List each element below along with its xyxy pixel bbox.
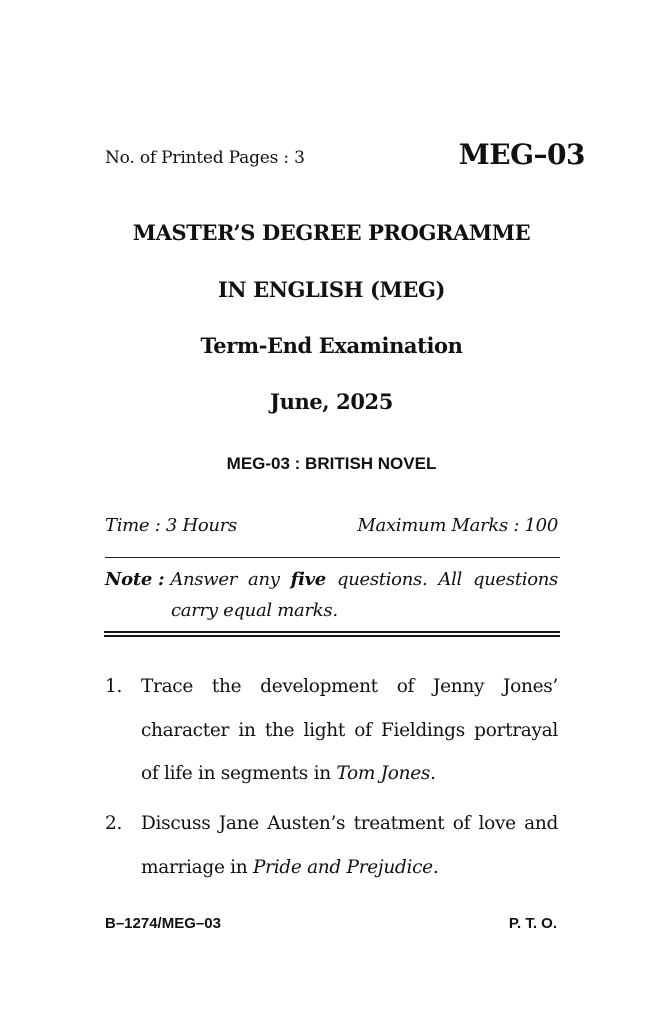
question-item — [105, 802, 558, 889]
question-text: Discuss Jane Austen’s treatment of love and marriage in Pride and Prejudice. — [141, 813, 558, 878]
question-item — [105, 665, 558, 796]
note-emphasis: five — [290, 569, 326, 590]
book-title: Pride and Prejudice — [253, 856, 433, 878]
paper-code: MEG–03 — [458, 138, 585, 171]
exam-info-row — [105, 515, 558, 536]
question-number: 1. — [105, 676, 123, 697]
printed-pages-count: No. of Printed Pages : 3 — [105, 148, 305, 168]
question-number: 2. — [105, 813, 123, 834]
divider-rule — [105, 557, 560, 558]
programme-subtitle: IN ENGLISH (MEG) — [217, 277, 446, 302]
note-continuation: carry equal marks. — [171, 600, 338, 621]
question-text: Trace the development of Jenny Jones’ character in the light of Fieldings portrayal of life in segments in Tom Jones. — [141, 676, 558, 784]
instructions-note — [105, 564, 558, 626]
programme-title: MASTER’S DEGREE PROGRAMME — [132, 220, 531, 245]
time-allowed: Time : 3 Hours — [105, 515, 237, 536]
please-turn-over: P. T. O. — [508, 915, 557, 932]
page-footer — [105, 915, 557, 932]
double-divider-rule — [104, 631, 560, 637]
course-subject: MEG-03 : BRITISH NOVEL — [226, 454, 437, 473]
footer-paper-code: B–1274/MEG–03 — [105, 915, 221, 932]
note-text: Answer any five questions. All questions — [170, 569, 558, 590]
exam-session: June, 2025 — [270, 389, 393, 414]
maximum-marks: Maximum Marks : 100 — [357, 515, 558, 536]
book-title: Tom Jones — [336, 763, 431, 784]
note-label: Note : — [105, 569, 171, 590]
exam-type: Term-End Examination — [200, 333, 463, 358]
